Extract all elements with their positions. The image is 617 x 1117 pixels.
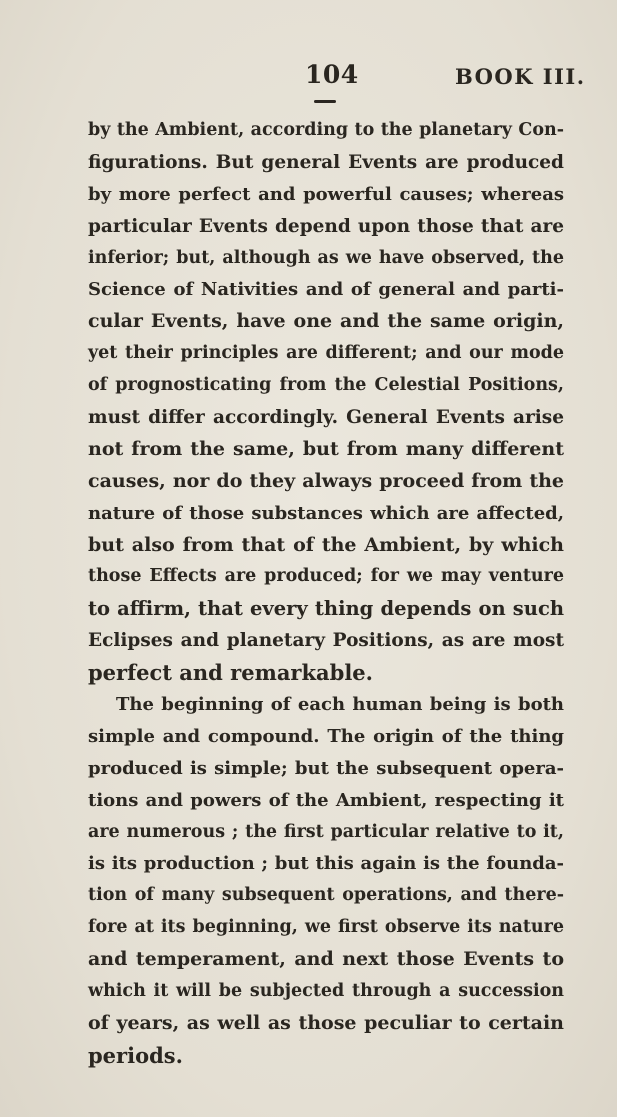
body-text [88, 115, 564, 1072]
paragraph-1 [88, 115, 564, 689]
text-line: Science of Nativities and of general and parti- [88, 279, 564, 301]
paragraph-2 [88, 689, 564, 1072]
text-line: and temperament, and next those Events to [88, 948, 564, 971]
text-line: perfect and remarkable. [88, 660, 373, 686]
page-header [0, 60, 617, 100]
text-line: tions and powers of the Ambient, respecting it [88, 789, 564, 811]
text-line: of years, as well as those peculiar to certain [88, 1011, 564, 1034]
text-line: tion of many subsequent operations, and there- [88, 885, 564, 906]
text-line: cular Events, have one and the same origin, [88, 310, 564, 333]
page-number: 104 [305, 60, 359, 89]
text-line: by the Ambient, according to the planetary Con- [88, 120, 564, 140]
text-line: inferior; but, although as we have observed, the [88, 247, 564, 268]
text-line: must differ accordingly. General Events arise [88, 407, 564, 429]
text-line: Eclipses and planetary Positions, as are most [88, 630, 564, 652]
text-line: are numerous ; the first particular relative to it, [88, 821, 564, 842]
text-line: particular Events depend upon those that are [88, 215, 564, 237]
header-rule [314, 100, 336, 103]
text-line: is its production ; but this again is the founda- [88, 853, 564, 875]
text-line: The beginning of each human being is both [116, 694, 564, 716]
text-line: those Effects are produced; for we may venture [88, 566, 564, 587]
text-line: of prognosticating from the Celestial Positions, [88, 375, 564, 396]
text-line: to affirm, that every thing depends on such [88, 597, 564, 621]
text-line: fore at its beginning, we first observe its nature [88, 917, 564, 938]
text-line: figurations. But general Events are produced [88, 151, 564, 173]
text-line: which it will be subjected through a succession [88, 981, 564, 1002]
text-line: periods. [88, 1042, 183, 1068]
text-line: by more perfect and powerful causes; whereas [88, 183, 564, 205]
text-line: not from the same, but from many different [88, 437, 564, 460]
text-line: but also from that of the Ambient, by which [88, 533, 564, 556]
text-line: causes, nor do they always proceed from the [88, 469, 564, 492]
text-line: produced is simple; but the subsequent opera- [88, 757, 564, 779]
text-line: yet their principles are different; and our mode [88, 343, 564, 364]
text-line: nature of those substances which are affected, [88, 502, 564, 524]
running-head: BOOK III. [455, 64, 586, 89]
text-line: simple and compound. The origin of the thing [88, 725, 564, 747]
